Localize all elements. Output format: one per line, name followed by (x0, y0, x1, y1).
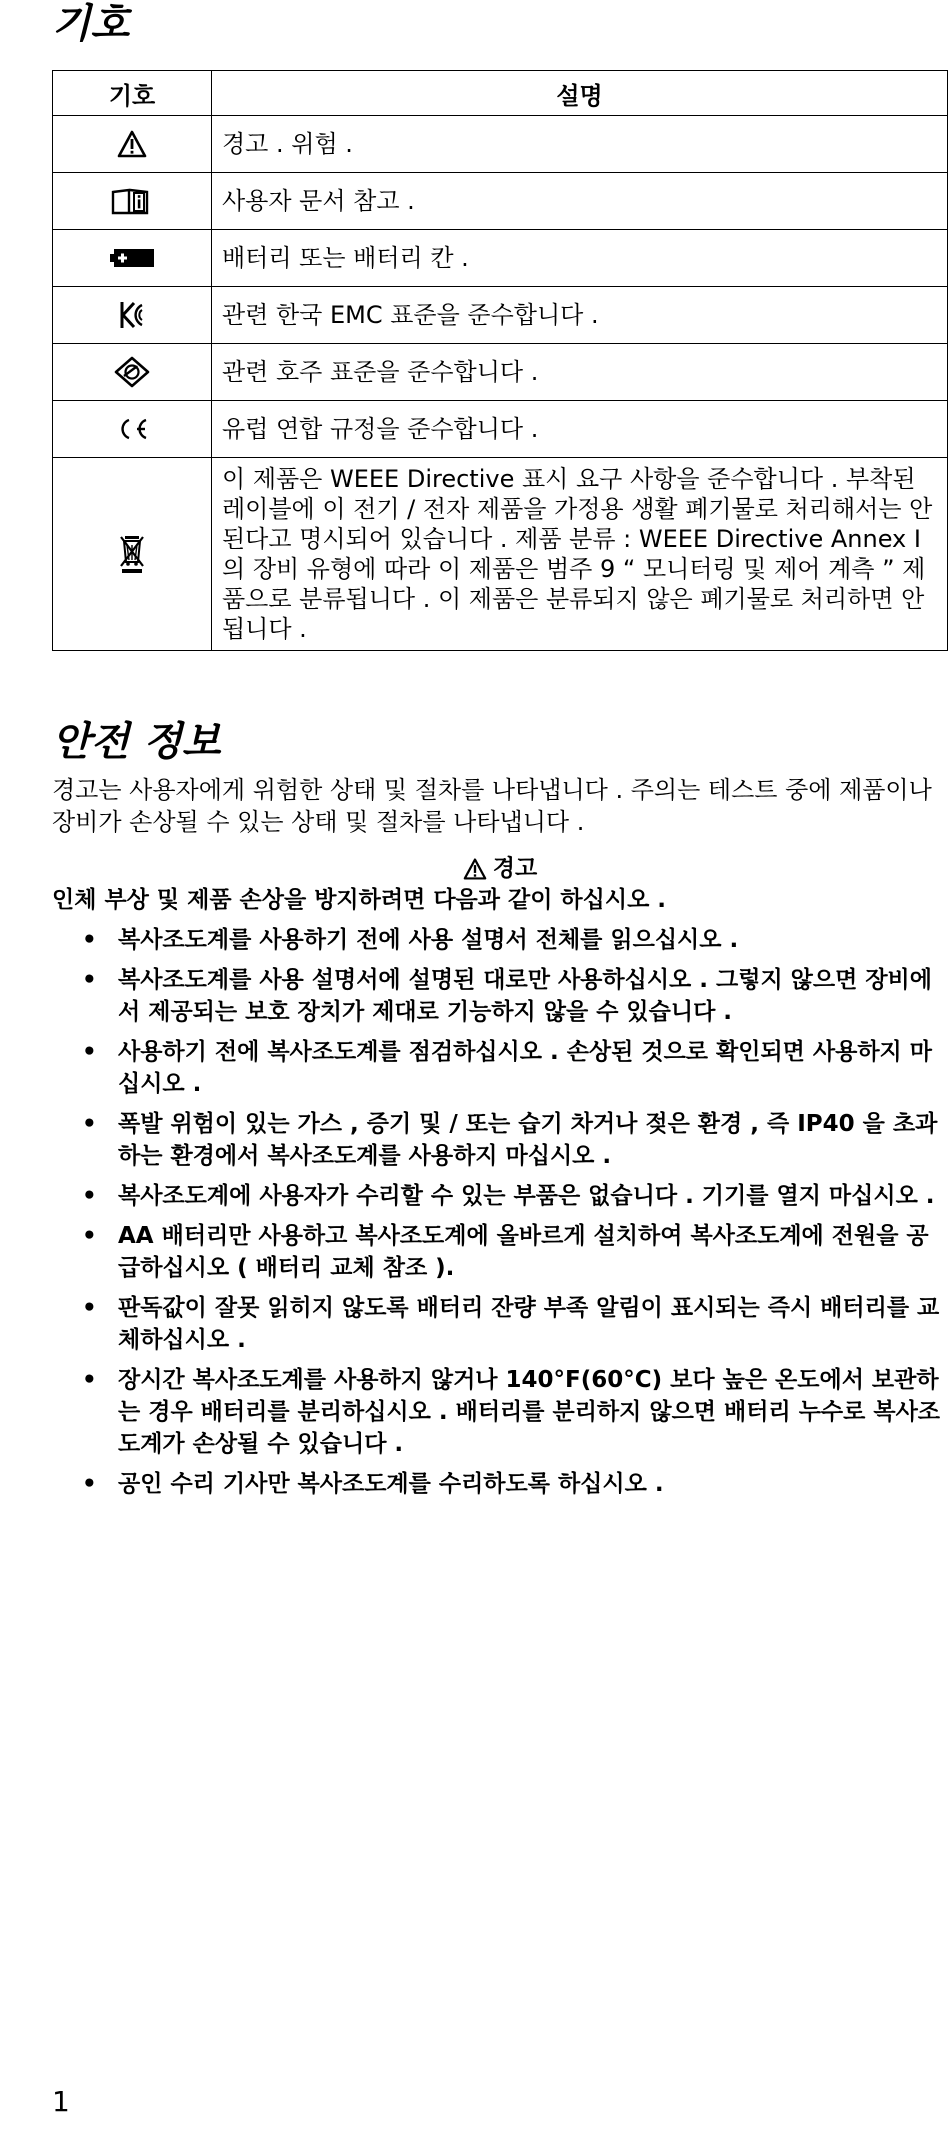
table-row (53, 116, 948, 173)
safety-intro: 경고는 사용자에게 위험한 상태 및 절차를 나타냅니다 . 주의는 테스트 중에 제품이나 장비가 손상될 수 있는 상태 및 절차를 나타냅니다 . (52, 776, 932, 836)
list-item-text: 사용하기 전에 복사조도계를 점검하십시오 . 손상된 것으로 확인되면 사용하지 마십시오 . (118, 1039, 932, 1097)
ce-mark-icon (115, 417, 149, 441)
bullet-glyph: • (82, 1367, 97, 1393)
table-row (53, 230, 948, 287)
symbol-description: 사용자 문서 참고 . (212, 173, 948, 230)
korea-kc-mark-icon (117, 299, 147, 331)
bullet-glyph: • (82, 927, 97, 953)
list-item-text: 장시간 복사조도계를 사용하지 않거나 140°F(60°C) 보다 높은 온도에서 보관하는 경우 배터리를 분리하십시오 . 배터리를 분리하지 않으면 배터리 누수로 복사조도계가 손상될 수 있습니다 . (118, 1367, 941, 1457)
list-item-text: AA 배터리만 사용하고 복사조도계에 올바르게 설치하여 복사조도계에 전원을 공급하십시오 ( 배터리 교체 참조 ). (118, 1223, 929, 1281)
list-item (52, 1180, 948, 1212)
table-row (53, 287, 948, 344)
user-manual-info-icon (110, 187, 154, 215)
table-row (53, 458, 948, 651)
bullet-glyph: • (82, 1223, 97, 1249)
list-item-text: 복사조도계에 사용자가 수리할 수 있는 부품은 없습니다 . 기기를 열지 마십시오 . (118, 1183, 935, 1209)
warning-title-text: 경고 (492, 855, 538, 882)
warning-title (0, 853, 950, 884)
list-item (52, 1364, 948, 1460)
list-item-text: 공인 수리 기사만 복사조도계를 수리하도록 하십시오 . (118, 1471, 664, 1497)
list-item-text: 폭발 위험이 있는 가스 , 증기 및 / 또는 습기 차거나 젖은 환경 , 즉 IP40 을 초과하는 환경에서 복사조도계를 사용하지 마십시오 . (118, 1111, 938, 1169)
list-item (52, 924, 948, 956)
warning-triangle-icon (117, 130, 147, 158)
bullet-glyph: • (82, 1039, 97, 1065)
symbol-description: 경고 . 위험 . (212, 116, 948, 173)
symbol-description: 관련 한국 EMC 표준을 준수합니다 . (212, 287, 948, 344)
table-row (53, 401, 948, 458)
bullet-glyph: • (82, 1471, 97, 1497)
table-row (53, 344, 948, 401)
symbol-description: 배터리 또는 배터리 칸 . (212, 230, 948, 287)
battery-icon (108, 246, 156, 270)
list-item (52, 1468, 948, 1500)
warning-lead: 인체 부상 및 제품 손상을 방지하려면 다음과 같이 하십시오 . (52, 887, 667, 913)
australia-rcm-mark-icon (114, 356, 150, 388)
list-item-text: 판독값이 잘못 읽히지 않도록 배터리 잔량 부족 알림이 표시되는 즉시 배터리를 교체하십시오 . (118, 1295, 940, 1353)
weee-crossed-bin-icon (118, 532, 146, 576)
table-row (53, 173, 948, 230)
list-item-text: 복사조도계를 사용 설명서에 설명된 대로만 사용하십시오 . 그렇지 않으면 장비에서 제공되는 보호 장치가 제대로 기능하지 않을 수 있습니다 . (118, 967, 932, 1025)
list-item (52, 1292, 948, 1356)
bullet-glyph: • (82, 1295, 97, 1321)
header-description: 설명 (212, 71, 948, 116)
header-symbol: 기호 (53, 71, 212, 116)
symbol-description: 이 제품은 WEEE Directive 표시 요구 사항을 준수합니다 . 부착된 레이블에 이 전기 / 전자 제품을 가정용 생활 폐기물로 처리해서는 안 된다고 명시되어 있습니다 . 제품 분류 : WEEE Directive Annex I 의 장비 유형에 따라 이 제품은 범주 9 “ 모니터링 및 제어 계측 ” 제품으로 분류됩니다 . 이 제품은 분류되지 않은 폐기물로 처리하면 안 됩니다 . (212, 458, 948, 651)
symbols-heading: 기호 (52, 1, 130, 47)
symbol-description: 관련 호주 표준을 준수합니다 . (212, 344, 948, 401)
warning-triangle-icon (463, 858, 487, 880)
bullet-glyph: • (82, 1111, 97, 1137)
safety-heading: 안전 정보 (52, 719, 221, 765)
page-number: 1 (52, 2085, 70, 2118)
list-item-text: 복사조도계를 사용하기 전에 사용 설명서 전체를 읽으십시오 . (118, 927, 739, 953)
bullet-glyph: • (82, 1183, 97, 1209)
list-item (52, 1108, 948, 1172)
symbols-table-header (53, 71, 948, 116)
bullet-glyph: • (82, 967, 97, 993)
safety-bullet-list (52, 924, 948, 1508)
symbol-description: 유럽 연합 규정을 준수합니다 . (212, 401, 948, 458)
list-item (52, 1220, 948, 1284)
list-item (52, 964, 948, 1028)
symbols-table (52, 70, 948, 651)
list-item (52, 1036, 948, 1100)
